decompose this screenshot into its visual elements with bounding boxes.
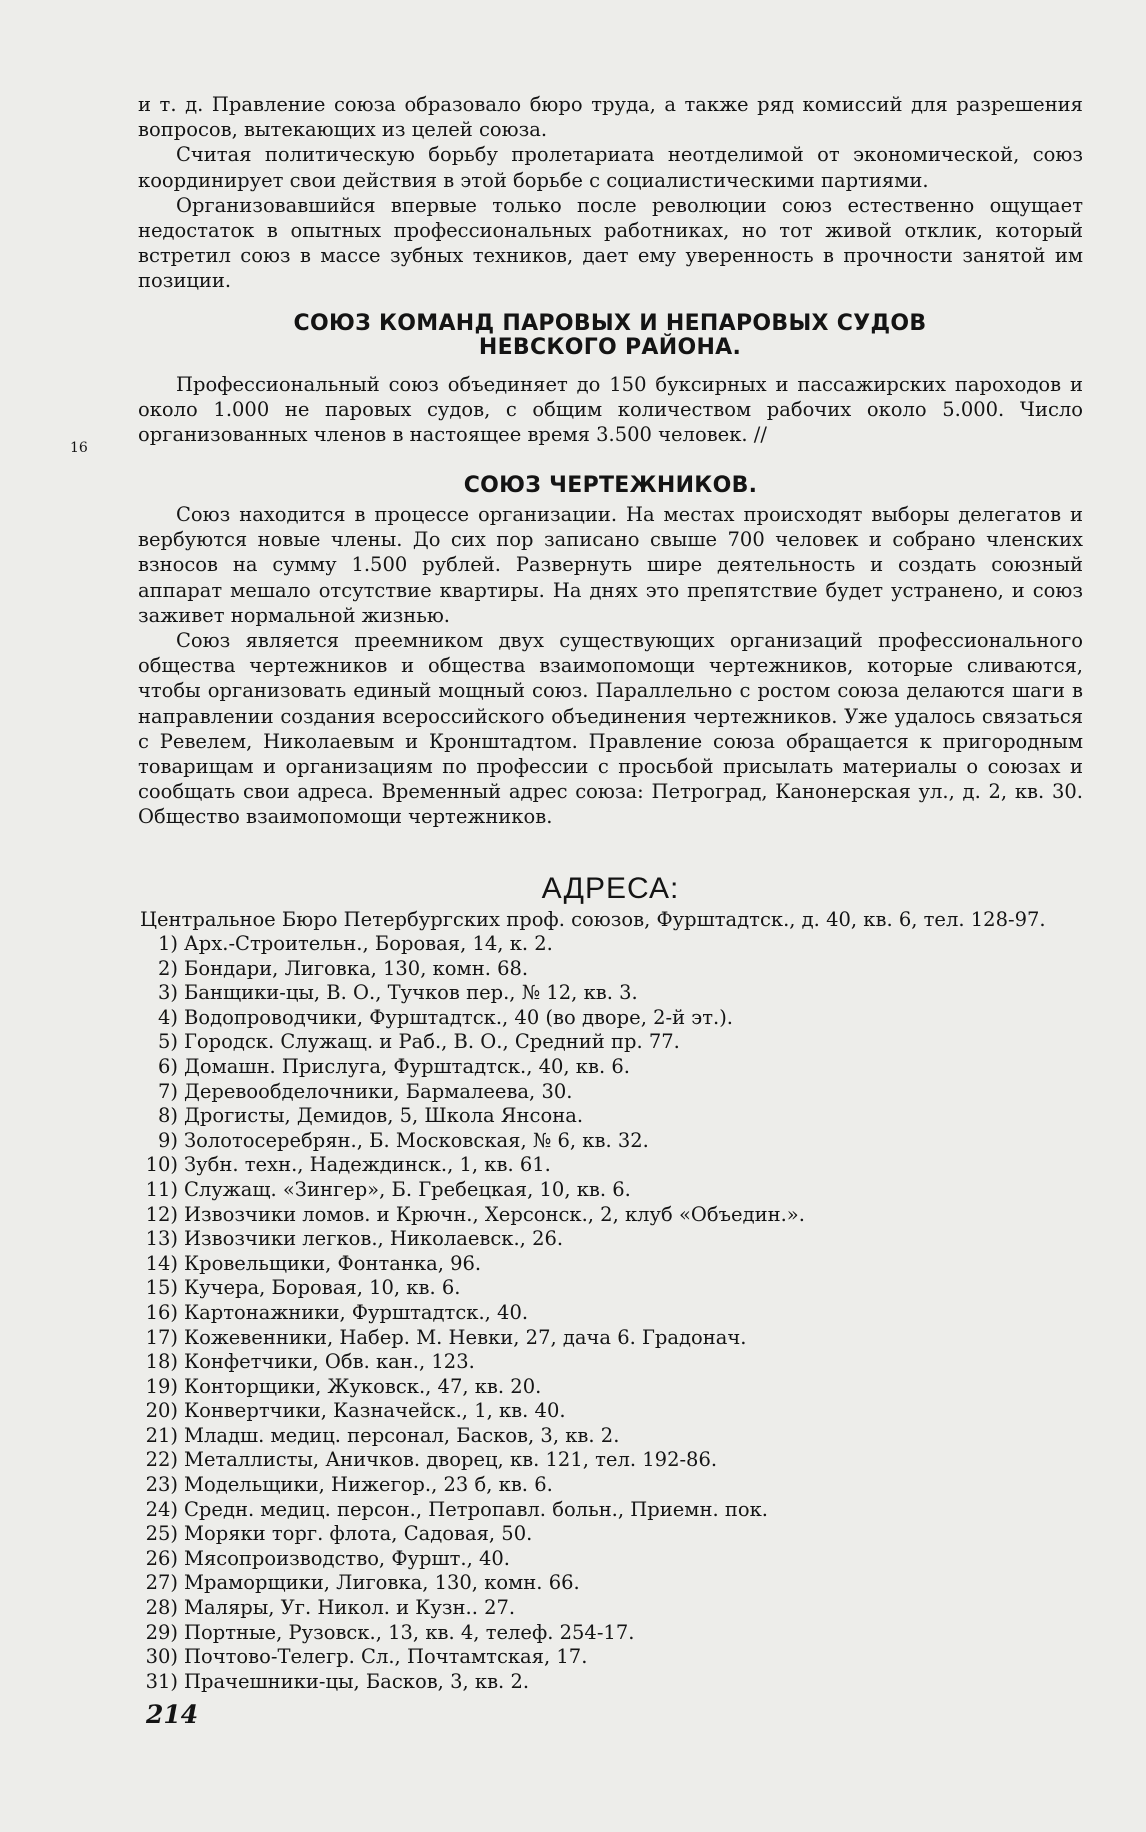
address-item xyxy=(140,1301,1040,1326)
draftsmen-paragraph-1: Союз находится в процессе организации. На местах происходят выборы делегатов и вербуются новые члены. До сих пор записано свыше 700 человек и собрано членских взносов на сумму 1.500 рублей. Развернуть шире деятельность и создать союзный аппарат мешало отсутствие квартиры. На днях это препятствие будет устранено, и союз заживет нормальной жизнью. xyxy=(138,503,1083,627)
address-item-text: Извозчики легков., Николаевск., 26. xyxy=(184,1227,564,1251)
address-item-text: Модельщики, Нижегор., 23 б, кв. 6. xyxy=(184,1473,553,1497)
address-item-text: Кучера, Боровая, 10, кв. 6. xyxy=(184,1276,461,1300)
draftsmen-paragraph-2: Союз является преемником двух существующих организаций профессионального общества чертежников и общества взаимопомощи чертежников, которые сливаются, чтобы организовать единый мощный союз. Параллельно с ростом союза делаются шаги в направлении создания всероссийского объединения чертежников. Уже удалось связаться с Ревелем, Николаевым и Кронштадтом. Правление союза обращается к пригородным товарищам и организациям по профессии с просьбой присылать материалы о союзах и сообщать свои адреса. Временный адрес союза: Петроград, Канонерская ул., д. 2, кв. 30. Общество взаимопомощи чертежников. xyxy=(138,629,1083,829)
address-item-number: 21) xyxy=(145,1423,178,1447)
address-item xyxy=(140,1571,1040,1596)
address-item xyxy=(140,1276,1040,1301)
address-item xyxy=(140,1055,1040,1080)
address-item-number: 15) xyxy=(145,1276,178,1300)
address-item xyxy=(140,1227,1040,1252)
address-item-text: Картонажники, Фурштадтск., 40. xyxy=(184,1300,529,1324)
address-item xyxy=(140,981,1040,1006)
address-item-number: 19) xyxy=(145,1374,178,1398)
address-item-text: Домашн. Прислуга, Фурштадтск., 40, кв. 6. xyxy=(184,1054,630,1078)
address-item xyxy=(140,1522,1040,1547)
address-item-number: 1) xyxy=(157,932,178,955)
address-item-number: 31) xyxy=(145,1669,178,1693)
address-item xyxy=(140,1375,1040,1400)
address-item-number: 13) xyxy=(145,1227,178,1251)
address-item-number: 2) xyxy=(157,956,178,980)
address-item-text: Прачешники-цы, Басков, 3, кв. 2. xyxy=(184,1669,530,1693)
address-item xyxy=(140,957,1040,982)
section-title-steamers: СОЮЗ КОМАНД ПАРОВЫХ И НЕПАРОВЫХ СУДОВ НЕВСКОГО РАЙОНА. xyxy=(293,311,927,360)
address-item-text: Младш. медиц. персонал, Басков, 3, кв. 2. xyxy=(184,1423,620,1447)
address-item-text: Конторщики, Жуковск., 47, кв. 20. xyxy=(184,1374,542,1398)
address-item-text: Зубн. техн., Надеждинск., 1, кв. 61. xyxy=(184,1153,551,1177)
address-item xyxy=(140,1473,1040,1498)
address-item-number: 11) xyxy=(145,1177,178,1201)
address-item-text: Деревообделочники, Бармалеева, 30. xyxy=(184,1079,573,1103)
address-item-text: Моряки торг. флота, Садовая, 50. xyxy=(184,1522,533,1546)
address-item xyxy=(140,932,1040,957)
address-item xyxy=(140,1621,1040,1646)
intro-section xyxy=(138,92,1083,294)
address-item-number: 16) xyxy=(145,1300,178,1324)
address-item-number: 4) xyxy=(157,1005,178,1029)
address-item xyxy=(140,1129,1040,1154)
address-item-number: 28) xyxy=(145,1596,178,1620)
address-item-text: Конвертчики, Казначейск., 1, кв. 40. xyxy=(184,1399,566,1423)
address-item-text: Маляры, Уг. Никол. и Кузн.. 27. xyxy=(184,1596,516,1620)
address-item xyxy=(140,1178,1040,1203)
address-item-text: Арх.-Строительн., Боровая, 14, к. 2. xyxy=(184,932,553,955)
address-item-text: Служащ. «Зингер», Б. Гребецкая, 10, кв. 6. xyxy=(184,1177,631,1201)
address-item-number: 10) xyxy=(145,1153,178,1177)
address-item-text: Извозчики ломов. и Крючн., Херсонск., 2, клуб «Объедин.». xyxy=(184,1202,805,1226)
address-item-text: Портные, Рузовск., 13, кв. 4, телеф. 254-17. xyxy=(184,1620,635,1644)
address-item xyxy=(140,1596,1040,1621)
address-item xyxy=(140,1498,1040,1523)
address-item xyxy=(140,1547,1040,1572)
address-item xyxy=(140,1104,1040,1129)
address-item xyxy=(140,1350,1040,1375)
address-item xyxy=(140,1006,1040,1031)
address-item-number: 17) xyxy=(145,1325,178,1349)
address-item xyxy=(140,1645,1040,1670)
page-number: 214 xyxy=(146,1700,199,1729)
address-item-number: 23) xyxy=(145,1473,178,1497)
address-item-number: 26) xyxy=(145,1546,178,1570)
address-item-text: Водопроводчики, Фурштадтск., 40 (во дворе, 2-й эт.). xyxy=(184,1005,733,1029)
addresses-title: АДРЕСА: xyxy=(541,872,680,905)
section-steamers-title-wrap xyxy=(250,312,970,360)
steamers-paragraph: Профессиональный союз объединяет до 150 буксирных и пассажирских пароходов и около 1.000 не паровых судов, с общим количеством рабочих около 5.000. Число организованных членов в настоящее время 3.500 человек. // xyxy=(138,373,1083,447)
address-item-text: Почтово-Телегр. Сл., Почтамтская, 17. xyxy=(184,1645,588,1669)
address-item-number: 14) xyxy=(145,1251,178,1275)
address-item-text: Конфетчики, Обв. кан., 123. xyxy=(184,1350,475,1374)
address-item-text: Бондари, Лиговка, 130, комн. 68. xyxy=(184,956,529,980)
address-item-number: 25) xyxy=(145,1522,178,1546)
section-draftsmen-title-wrap xyxy=(138,474,1083,498)
address-item-text: Городск. Служащ. и Раб., В. О., Средний пр. 77. xyxy=(184,1030,680,1054)
address-item xyxy=(140,1030,1040,1055)
address-item-number: 24) xyxy=(145,1497,178,1521)
address-item-number: 9) xyxy=(157,1128,178,1152)
intro-paragraph-3: Организовавшийся впервые только после революции союз естественно ощущает недостаток в опытных профессиональных работниках, но тот живой отклик, который встретил союз в массе зубных техников, дает ему уверенность в прочности занятой им позиции. xyxy=(138,193,1083,293)
address-item-number: 29) xyxy=(145,1620,178,1644)
address-item-number: 20) xyxy=(145,1399,178,1423)
address-item-text: Мясопроизводство, Фуршт., 40. xyxy=(184,1546,510,1570)
address-item-text: Металлисты, Аничков. дворец, кв. 121, тел. 192-86. xyxy=(184,1448,718,1472)
address-item-number: 18) xyxy=(145,1350,178,1374)
address-item xyxy=(140,1153,1040,1178)
address-item xyxy=(140,1252,1040,1277)
central-bureau-address: Центральное Бюро Петербургских проф. союзов, Фурштадтск., д. 40, кв. 6, тел. 128-97. xyxy=(140,908,1046,931)
section-draftsmen xyxy=(138,502,1083,830)
address-item-number: 3) xyxy=(157,981,178,1005)
address-item-number: 22) xyxy=(145,1448,178,1472)
address-item-number: 5) xyxy=(157,1030,178,1054)
address-item-number: 30) xyxy=(145,1645,178,1669)
address-item xyxy=(140,1326,1040,1351)
address-list xyxy=(140,932,1040,1694)
address-item-text: Дрогисты, Демидов, 5, Школа Янсона. xyxy=(184,1104,584,1128)
address-item-text: Банщики-цы, В. О., Тучков пер., № 12, кв. 3. xyxy=(184,981,638,1005)
address-item-text: Средн. медиц. персон., Петропавл. больн., Приемн. пок. xyxy=(184,1497,768,1521)
address-item-number: 27) xyxy=(145,1571,178,1595)
address-item xyxy=(140,1424,1040,1449)
section-title-draftsmen: СОЮЗ ЧЕРТЕЖНИКОВ. xyxy=(463,473,758,498)
address-item-text: Кровельщики, Фонтанка, 96. xyxy=(184,1251,482,1275)
address-item-text: Мраморщики, Лиговка, 130, комн. 66. xyxy=(184,1571,580,1595)
address-item xyxy=(140,1448,1040,1473)
address-item xyxy=(140,1203,1040,1228)
intro-paragraph-1: и т. д. Правление союза образовало бюро труда, а также ряд комиссий для разрешения вопросов, вытекающих из целей союза. xyxy=(138,93,1083,142)
section-steamers xyxy=(138,372,1083,448)
address-item xyxy=(140,1670,1040,1695)
address-item-text: Золотосеребрян., Б. Московская, № 6, кв. 32. xyxy=(184,1128,649,1152)
address-item-number: 6) xyxy=(157,1054,178,1078)
address-item-number: 12) xyxy=(145,1202,178,1226)
address-item-number: 8) xyxy=(157,1104,178,1128)
address-item xyxy=(140,1080,1040,1105)
intro-paragraph-2: Считая политическую борьбу пролетариата неотделимой от экономической, союз координирует свои действия в этой борьбе с социалистическими партиями. xyxy=(138,143,1083,192)
margin-number: 16 xyxy=(70,440,88,456)
address-item-number: 7) xyxy=(157,1079,178,1103)
address-item-text: Кожевенники, Набер. М. Невки, 27, дача 6. Градонач. xyxy=(184,1325,747,1349)
address-item xyxy=(140,1399,1040,1424)
